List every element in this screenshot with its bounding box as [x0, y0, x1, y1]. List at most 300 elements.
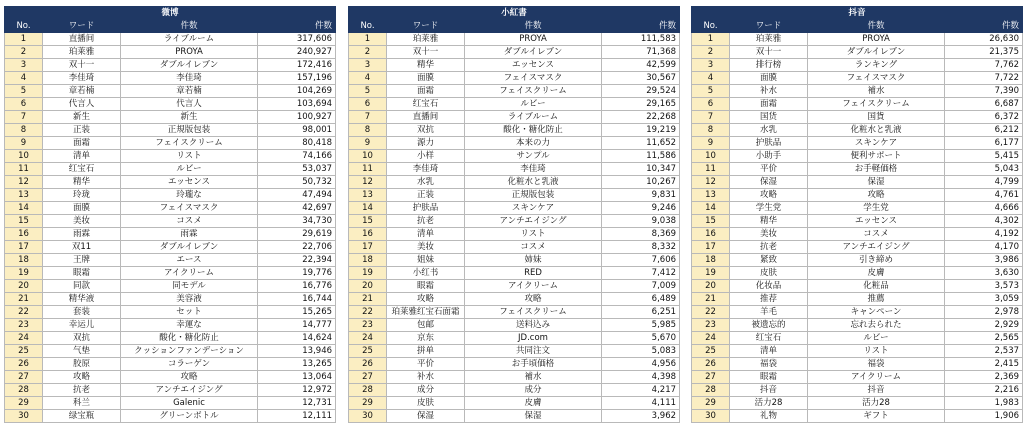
translation-cell: アンチエイジング: [808, 241, 945, 254]
table-row: [5, 280, 336, 293]
translation-cell: 雨霖: [121, 228, 258, 241]
rank-cell: 30: [349, 410, 387, 423]
count-cell: 10,347: [602, 163, 680, 176]
count-cell: 3,059: [945, 293, 1023, 306]
table-row: [349, 189, 680, 202]
count-cell: 157,196: [258, 72, 336, 85]
translation-cell: 化粧水と乳液: [465, 176, 602, 189]
rank-cell: 10: [349, 150, 387, 163]
count-cell: 4,111: [602, 397, 680, 410]
table-row: [5, 72, 336, 85]
word-cell: 保湿: [730, 176, 808, 189]
word-cell: 双十一: [43, 59, 121, 72]
word-cell: 绿宝瓶: [43, 410, 121, 423]
translation-cell: リスト: [808, 345, 945, 358]
header-no: No.: [349, 20, 387, 33]
word-cell: 面霜: [43, 137, 121, 150]
rank-cell: 24: [692, 332, 730, 345]
table-header-row: [692, 20, 1023, 33]
count-cell: 9,038: [602, 215, 680, 228]
translation-cell: コスメ: [808, 228, 945, 241]
translation-cell: アイクリーム: [808, 371, 945, 384]
rank-cell: 19: [349, 267, 387, 280]
word-cell: 补水: [387, 371, 465, 384]
table-row: [692, 358, 1023, 371]
count-cell: 4,170: [945, 241, 1023, 254]
count-cell: 2,978: [945, 306, 1023, 319]
translation-cell: お手頃価格: [465, 358, 602, 371]
translation-cell: アイクリーム: [121, 267, 258, 280]
count-cell: 16,744: [258, 293, 336, 306]
rank-cell: 30: [5, 410, 43, 423]
rank-cell: 3: [349, 59, 387, 72]
count-cell: 13,946: [258, 345, 336, 358]
count-cell: 4,666: [945, 202, 1023, 215]
rank-cell: 26: [692, 358, 730, 371]
count-cell: 19,219: [602, 124, 680, 137]
weibo-table-body: [5, 7, 336, 423]
word-cell: 抗老: [387, 215, 465, 228]
rank-cell: 9: [5, 137, 43, 150]
translation-cell: お手軽価格: [808, 163, 945, 176]
count-cell: 7,390: [945, 85, 1023, 98]
header-word: ワード: [730, 20, 808, 33]
table-row: [349, 345, 680, 358]
word-cell: 精华: [730, 215, 808, 228]
rank-cell: 18: [349, 254, 387, 267]
translation-cell: 補水: [465, 371, 602, 384]
translation-cell: 便利サポート: [808, 150, 945, 163]
count-cell: 7,762: [945, 59, 1023, 72]
rank-cell: 17: [349, 241, 387, 254]
count-cell: 14,777: [258, 319, 336, 332]
word-cell: 攻略: [43, 371, 121, 384]
translation-cell: 玲瓏な: [121, 189, 258, 202]
rank-cell: 14: [5, 202, 43, 215]
translation-cell: 補水: [808, 85, 945, 98]
translation-cell: 美容液: [121, 293, 258, 306]
rank-cell: 10: [5, 150, 43, 163]
table-title: 微博: [5, 7, 336, 20]
count-cell: 71,368: [602, 46, 680, 59]
translation-cell: 引き締め: [808, 254, 945, 267]
translation-cell: ルビー: [808, 332, 945, 345]
count-cell: 6,687: [945, 98, 1023, 111]
rank-cell: 5: [349, 85, 387, 98]
count-cell: 8,332: [602, 241, 680, 254]
translation-cell: 推薦: [808, 293, 945, 306]
translation-cell: 抖音: [808, 384, 945, 397]
translation-cell: グリーンボトル: [121, 410, 258, 423]
rank-cell: 25: [692, 345, 730, 358]
word-cell: 抗老: [43, 384, 121, 397]
word-cell: 小红书: [387, 267, 465, 280]
table-row: [5, 293, 336, 306]
translation-cell: 共同注文: [465, 345, 602, 358]
word-cell: 小样: [387, 150, 465, 163]
word-cell: 排行榜: [730, 59, 808, 72]
translation-cell: コスメ: [465, 241, 602, 254]
count-cell: 22,394: [258, 254, 336, 267]
count-cell: 29,619: [258, 228, 336, 241]
word-cell: 气垫: [43, 345, 121, 358]
table-row: [5, 163, 336, 176]
word-cell: 面膜: [387, 72, 465, 85]
rank-cell: 9: [692, 137, 730, 150]
header-no: No.: [5, 20, 43, 33]
count-cell: 5,083: [602, 345, 680, 358]
word-cell: 平价: [730, 163, 808, 176]
table-row: [692, 137, 1023, 150]
count-cell: 9,831: [602, 189, 680, 202]
table-row: [349, 72, 680, 85]
word-cell: 科兰: [43, 397, 121, 410]
count-cell: 4,956: [602, 358, 680, 371]
translation-cell: サンプル: [465, 150, 602, 163]
table-row: [692, 176, 1023, 189]
rank-cell: 26: [5, 358, 43, 371]
translation-cell: ルビー: [465, 98, 602, 111]
rank-cell: 11: [5, 163, 43, 176]
table-row: [692, 228, 1023, 241]
count-cell: 5,043: [945, 163, 1023, 176]
count-cell: 74,166: [258, 150, 336, 163]
rank-cell: 1: [349, 33, 387, 46]
rank-cell: 12: [692, 176, 730, 189]
rank-cell: 17: [5, 241, 43, 254]
rank-cell: 1: [692, 33, 730, 46]
word-cell: 李佳琦: [43, 72, 121, 85]
table-row: [692, 280, 1023, 293]
word-cell: 国货: [730, 111, 808, 124]
rank-cell: 7: [349, 111, 387, 124]
translation-cell: 成分: [465, 384, 602, 397]
word-cell: 美妆: [387, 241, 465, 254]
translation-cell: 本来の力: [465, 137, 602, 150]
translation-cell: キャンペーン: [808, 306, 945, 319]
translation-cell: 攻略: [465, 293, 602, 306]
table-row: [349, 332, 680, 345]
word-cell: 礼物: [730, 410, 808, 423]
word-cell: 面霜: [730, 98, 808, 111]
word-cell: 新生: [43, 111, 121, 124]
rank-cell: 27: [692, 371, 730, 384]
word-cell: 套装: [43, 306, 121, 319]
translation-cell: 正規版包装: [465, 189, 602, 202]
word-cell: 红宝石: [730, 332, 808, 345]
table-row: [5, 85, 336, 98]
rank-cell: 16: [692, 228, 730, 241]
count-cell: 22,706: [258, 241, 336, 254]
count-cell: 4,192: [945, 228, 1023, 241]
table-row: [5, 202, 336, 215]
rank-cell: 22: [5, 306, 43, 319]
word-cell: 皮肤: [730, 267, 808, 280]
translation-cell: 章若楠: [121, 85, 258, 98]
word-cell: 化妆品: [730, 280, 808, 293]
table-row: [5, 228, 336, 241]
table-row: [692, 189, 1023, 202]
table-header-row: [5, 20, 336, 33]
word-cell: 水乳: [387, 176, 465, 189]
table-row: [349, 33, 680, 46]
rank-cell: 8: [349, 124, 387, 137]
header-word: ワード: [43, 20, 121, 33]
word-cell: 双11: [43, 241, 121, 254]
table-row: [692, 163, 1023, 176]
count-cell: 9,246: [602, 202, 680, 215]
translation-cell: スキンケア: [465, 202, 602, 215]
translation-cell: リスト: [465, 228, 602, 241]
count-cell: 53,037: [258, 163, 336, 176]
header-count: 件数: [602, 20, 680, 33]
rank-cell: 29: [5, 397, 43, 410]
translation-cell: PROYA: [121, 46, 258, 59]
translation-cell: ダブルイレブン: [121, 241, 258, 254]
count-cell: 7,606: [602, 254, 680, 267]
translation-cell: 同モデル: [121, 280, 258, 293]
rank-cell: 20: [349, 280, 387, 293]
translation-cell: コスメ: [121, 215, 258, 228]
count-cell: 2,537: [945, 345, 1023, 358]
translation-cell: 国貨: [808, 111, 945, 124]
table-row: [5, 267, 336, 280]
translation-cell: エッセンス: [465, 59, 602, 72]
count-cell: 29,165: [602, 98, 680, 111]
word-cell: 双十一: [387, 46, 465, 59]
count-cell: 21,375: [945, 46, 1023, 59]
word-cell: 推荐: [730, 293, 808, 306]
count-cell: 103,694: [258, 98, 336, 111]
rank-cell: 28: [5, 384, 43, 397]
header-translation: 件数: [465, 20, 602, 33]
rank-cell: 5: [5, 85, 43, 98]
table-row: [5, 319, 336, 332]
header-translation: 件数: [121, 20, 258, 33]
translation-cell: フェイスマスク: [121, 202, 258, 215]
count-cell: 104,269: [258, 85, 336, 98]
table-row: [5, 98, 336, 111]
translation-cell: アンチエイジング: [121, 384, 258, 397]
count-cell: 4,799: [945, 176, 1023, 189]
rank-cell: 6: [692, 98, 730, 111]
count-cell: 5,670: [602, 332, 680, 345]
translation-cell: セット: [121, 306, 258, 319]
weibo-table: [4, 6, 336, 423]
rank-cell: 28: [349, 384, 387, 397]
table-row: [5, 124, 336, 137]
word-cell: 眼霜: [387, 280, 465, 293]
count-cell: 1,906: [945, 410, 1023, 423]
translation-cell: アイクリーム: [465, 280, 602, 293]
count-cell: 12,111: [258, 410, 336, 423]
translation-cell: 攻略: [121, 371, 258, 384]
translation-cell: 酸化・糖化防止: [121, 332, 258, 345]
translation-cell: 李佳琦: [121, 72, 258, 85]
count-cell: 42,697: [258, 202, 336, 215]
word-cell: 正装: [43, 124, 121, 137]
rank-cell: 7: [5, 111, 43, 124]
table-header-row: [349, 20, 680, 33]
rank-cell: 1: [5, 33, 43, 46]
word-cell: 直播间: [387, 111, 465, 124]
rank-cell: 17: [692, 241, 730, 254]
table-row: [349, 384, 680, 397]
rank-cell: 24: [349, 332, 387, 345]
word-cell: 清单: [730, 345, 808, 358]
table-row: [5, 137, 336, 150]
table-row: [692, 384, 1023, 397]
count-cell: 7,412: [602, 267, 680, 280]
word-cell: 护肤品: [730, 137, 808, 150]
table-row: [349, 124, 680, 137]
table-row: [349, 358, 680, 371]
translation-cell: 福袋: [808, 358, 945, 371]
count-cell: 6,212: [945, 124, 1023, 137]
translation-cell: PROYA: [808, 33, 945, 46]
rank-cell: 12: [349, 176, 387, 189]
count-cell: 11,586: [602, 150, 680, 163]
table-row: [5, 59, 336, 72]
table-row: [349, 150, 680, 163]
word-cell: 章若楠: [43, 85, 121, 98]
word-cell: 珀莱雅红宝石面霜: [387, 306, 465, 319]
table-row: [692, 267, 1023, 280]
rank-cell: 26: [349, 358, 387, 371]
count-cell: 3,986: [945, 254, 1023, 267]
count-cell: 14,624: [258, 332, 336, 345]
word-cell: 拼单: [387, 345, 465, 358]
table-row: [5, 306, 336, 319]
table-row: [692, 59, 1023, 72]
rank-cell: 20: [5, 280, 43, 293]
word-cell: 雨霖: [43, 228, 121, 241]
translation-cell: 活力28: [808, 397, 945, 410]
translation-cell: フェイスクリーム: [465, 85, 602, 98]
translation-cell: 皮膚: [465, 397, 602, 410]
count-cell: 100,927: [258, 111, 336, 124]
table-row: [349, 98, 680, 111]
xiaohongshu-table-body: [349, 7, 680, 423]
count-cell: 6,489: [602, 293, 680, 306]
translation-cell: リスト: [121, 150, 258, 163]
word-cell: 福袋: [730, 358, 808, 371]
table-row: [5, 358, 336, 371]
count-cell: 240,927: [258, 46, 336, 59]
translation-cell: ダブルイレブン: [121, 59, 258, 72]
translation-cell: フェイスクリーム: [121, 137, 258, 150]
word-cell: 水乳: [730, 124, 808, 137]
word-cell: 平价: [387, 358, 465, 371]
rank-cell: 6: [5, 98, 43, 111]
count-cell: 3,573: [945, 280, 1023, 293]
count-cell: 1,983: [945, 397, 1023, 410]
rank-cell: 22: [692, 306, 730, 319]
table-row: [692, 332, 1023, 345]
word-cell: 攻略: [730, 189, 808, 202]
rank-cell: 4: [5, 72, 43, 85]
table-row: [349, 46, 680, 59]
word-cell: 面霜: [387, 85, 465, 98]
translation-cell: PROYA: [465, 33, 602, 46]
table-row: [5, 410, 336, 423]
count-cell: 3,630: [945, 267, 1023, 280]
rank-cell: 3: [5, 59, 43, 72]
rank-cell: 11: [692, 163, 730, 176]
word-cell: 护肤品: [387, 202, 465, 215]
rank-cell: 23: [692, 319, 730, 332]
table-row: [349, 215, 680, 228]
word-cell: 京东: [387, 332, 465, 345]
rank-cell: 23: [5, 319, 43, 332]
count-cell: 42,599: [602, 59, 680, 72]
table-row: [692, 241, 1023, 254]
table-row: [349, 228, 680, 241]
word-cell: 红宝石: [387, 98, 465, 111]
count-cell: 4,761: [945, 189, 1023, 202]
word-cell: 双十一: [730, 46, 808, 59]
translation-cell: エース: [121, 254, 258, 267]
word-cell: 抗老: [730, 241, 808, 254]
douyin-table-body: [692, 7, 1023, 423]
count-cell: 5,415: [945, 150, 1023, 163]
table-title: 小紅書: [349, 7, 680, 20]
count-cell: 111,583: [602, 33, 680, 46]
count-cell: 6,372: [945, 111, 1023, 124]
table-row: [5, 254, 336, 267]
table-title-row: [5, 7, 336, 20]
rank-cell: 5: [692, 85, 730, 98]
rank-cell: 14: [349, 202, 387, 215]
table-row: [692, 202, 1023, 215]
translation-cell: ギフト: [808, 410, 945, 423]
count-cell: 10,267: [602, 176, 680, 189]
table-row: [5, 345, 336, 358]
table-row: [692, 345, 1023, 358]
table-row: [5, 150, 336, 163]
table-row: [5, 176, 336, 189]
translation-cell: 幸運な: [121, 319, 258, 332]
table-row: [349, 163, 680, 176]
rank-cell: 15: [5, 215, 43, 228]
rank-cell: 13: [349, 189, 387, 202]
table-row: [349, 176, 680, 189]
rank-cell: 18: [692, 254, 730, 267]
table-row: [692, 254, 1023, 267]
count-cell: 50,732: [258, 176, 336, 189]
table-row: [349, 111, 680, 124]
table-row: [349, 254, 680, 267]
table-row: [692, 293, 1023, 306]
rank-cell: 12: [5, 176, 43, 189]
rank-cell: 14: [692, 202, 730, 215]
word-cell: 珀莱雅: [43, 46, 121, 59]
rank-cell: 2: [349, 46, 387, 59]
header-word: ワード: [387, 20, 465, 33]
rank-cell: 21: [349, 293, 387, 306]
rank-cell: 11: [349, 163, 387, 176]
table-row: [5, 371, 336, 384]
table-row: [349, 202, 680, 215]
count-cell: 2,565: [945, 332, 1023, 345]
table-row: [692, 46, 1023, 59]
count-cell: 3,962: [602, 410, 680, 423]
rank-cell: 30: [692, 410, 730, 423]
header-count: 件数: [258, 20, 336, 33]
translation-cell: ダブルイレブン: [808, 46, 945, 59]
count-cell: 2,415: [945, 358, 1023, 371]
table-row: [349, 293, 680, 306]
